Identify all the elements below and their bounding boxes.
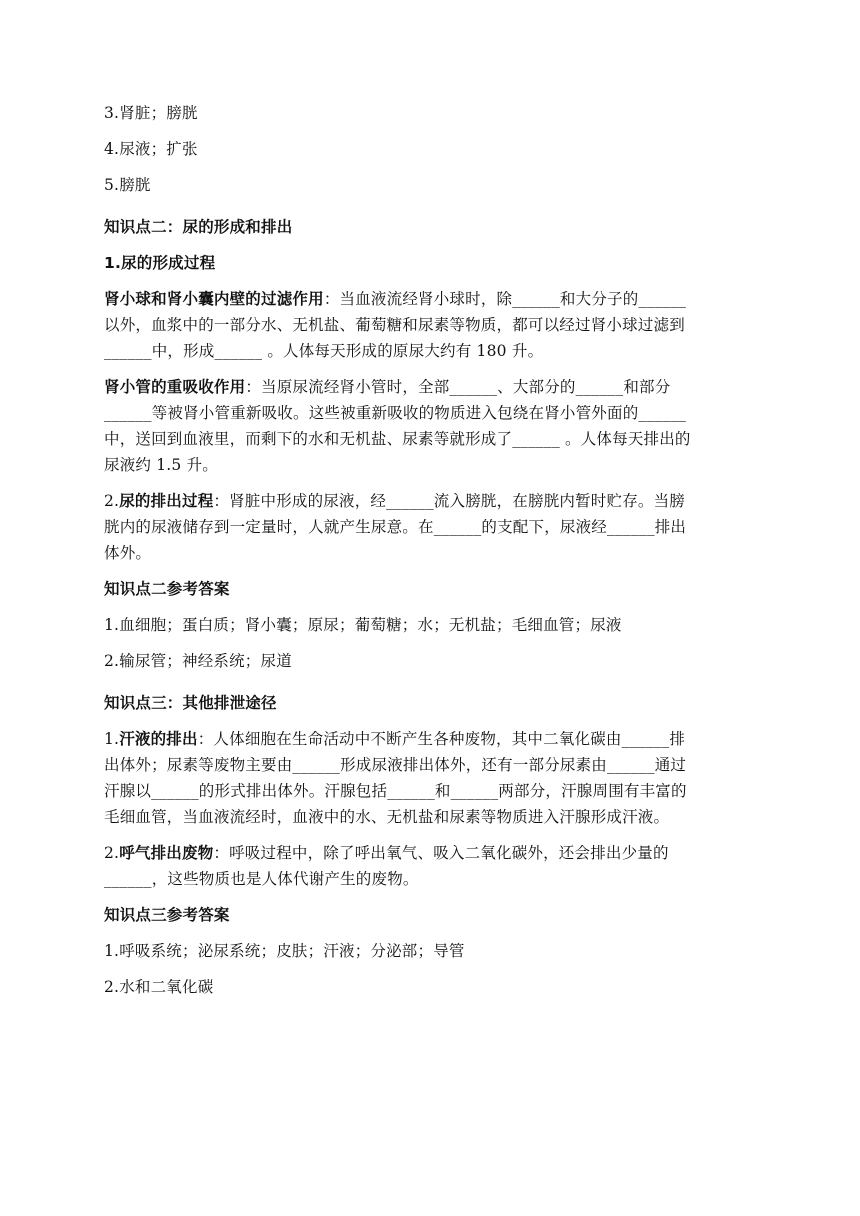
breath-number: 2. <box>104 844 120 862</box>
filtration-paragraph <box>104 286 760 364</box>
breath-label: 呼气排出废物 <box>119 844 214 862</box>
sweat-text-1: ：人体细胞在生命活动中不断产生各种废物，其中二氧化碳由______排 <box>197 730 686 748</box>
section-3-answers-title: 知识点三参考答案 <box>104 906 230 924</box>
excretion-label: 尿的排出过程 <box>119 492 214 510</box>
answer-line-5: 5.膀胱 <box>104 176 151 194</box>
breath-paragraph <box>104 840 760 892</box>
excretion-paragraph <box>104 488 760 566</box>
section-3-title: 知识点三：其他排泄途径 <box>104 694 277 712</box>
filtration-label: 肾小球和肾小囊内壁的过滤作用 <box>104 290 324 308</box>
excretion-text-3: 体外。 <box>104 544 152 562</box>
excretion-text-2: 胱内的尿液储存到一定量时，人就产生尿意。在______的支配下，尿液经______排出 <box>104 518 687 536</box>
sweat-text-2: 出体外；尿素等废物主要由______形成尿液排出体外，还有一部分尿素由______通过 <box>104 756 687 774</box>
section-2-answer-1: 1.血细胞；蛋白质；肾小囊；原尿；葡萄糖；水；无机盐；毛细血管；尿液 <box>104 616 622 634</box>
document-page <box>104 100 760 1010</box>
section-2-answers-title: 知识点二参考答案 <box>104 580 230 598</box>
reabsorption-text-3: 中，送回到血液里，而剩下的水和无机盐、尿素等就形成了______ 。人体每天排出的 <box>104 430 691 448</box>
reabsorption-text-4: 尿液约 1.5 升。 <box>104 456 219 474</box>
reabsorption-paragraph <box>104 374 760 478</box>
sweat-label: 汗液的排出 <box>119 730 198 748</box>
answer-line-4: 4.尿液；扩张 <box>104 140 198 158</box>
sweat-number: 1. <box>104 730 120 748</box>
filtration-text-3: ______中，形成______ 。人体每天形成的原尿大约有 180 升。 <box>104 342 544 360</box>
reabsorption-label: 肾小管的重吸收作用 <box>104 378 246 396</box>
section-2-answer-2: 2.输尿管；神经系统；尿道 <box>104 652 292 670</box>
section-2-title: 知识点二：尿的形成和排出 <box>104 218 293 236</box>
section-2-subtitle: 1.尿的形成过程 <box>104 254 216 272</box>
breath-text-2: ______，这些物质也是人体代谢产生的废物。 <box>104 870 419 888</box>
section-3-answer-2: 2.水和二氧化碳 <box>104 978 214 996</box>
section-3-answer-1: 1.呼吸系统；泌尿系统；皮肤；汗液；分泌部；导管 <box>104 942 465 960</box>
sweat-text-3: 汗腺以______的形式排出体外。汗腺包括______和______两部分，汗腺周围有丰富的 <box>104 782 687 800</box>
sweat-text-4: 毛细血管，当血液流经时，血液中的水、无机盐和尿素等物质进入汗腺形成汗液。 <box>104 808 670 826</box>
answer-line-3: 3.肾脏；膀胱 <box>104 104 198 122</box>
reabsorption-text-1: ：当原尿流经肾小管时，全部______、大部分的______和部分 <box>245 378 671 396</box>
filtration-text-1: ：当血液流经肾小球时，除______和大分子的______ <box>323 290 687 308</box>
excretion-number: 2. <box>104 492 120 510</box>
reabsorption-text-2: ______等被肾小管重新吸收。这些被重新吸收的物质进入包绕在肾小管外面的______ <box>104 404 687 422</box>
excretion-text-1: ：肾脏中形成的尿液，经______流入膀胱，在膀胱内暂时贮存。当膀 <box>213 492 686 510</box>
filtration-text-2: 以外，血浆中的一部分水、无机盐、葡萄糖和尿素等物质，都可以经过肾小球过滤到 <box>104 316 685 334</box>
breath-text-1: ：呼吸过程中，除了呼出氧气、吸入二氧化碳外，还会排出少量的 <box>213 844 669 862</box>
sweat-paragraph <box>104 726 760 830</box>
